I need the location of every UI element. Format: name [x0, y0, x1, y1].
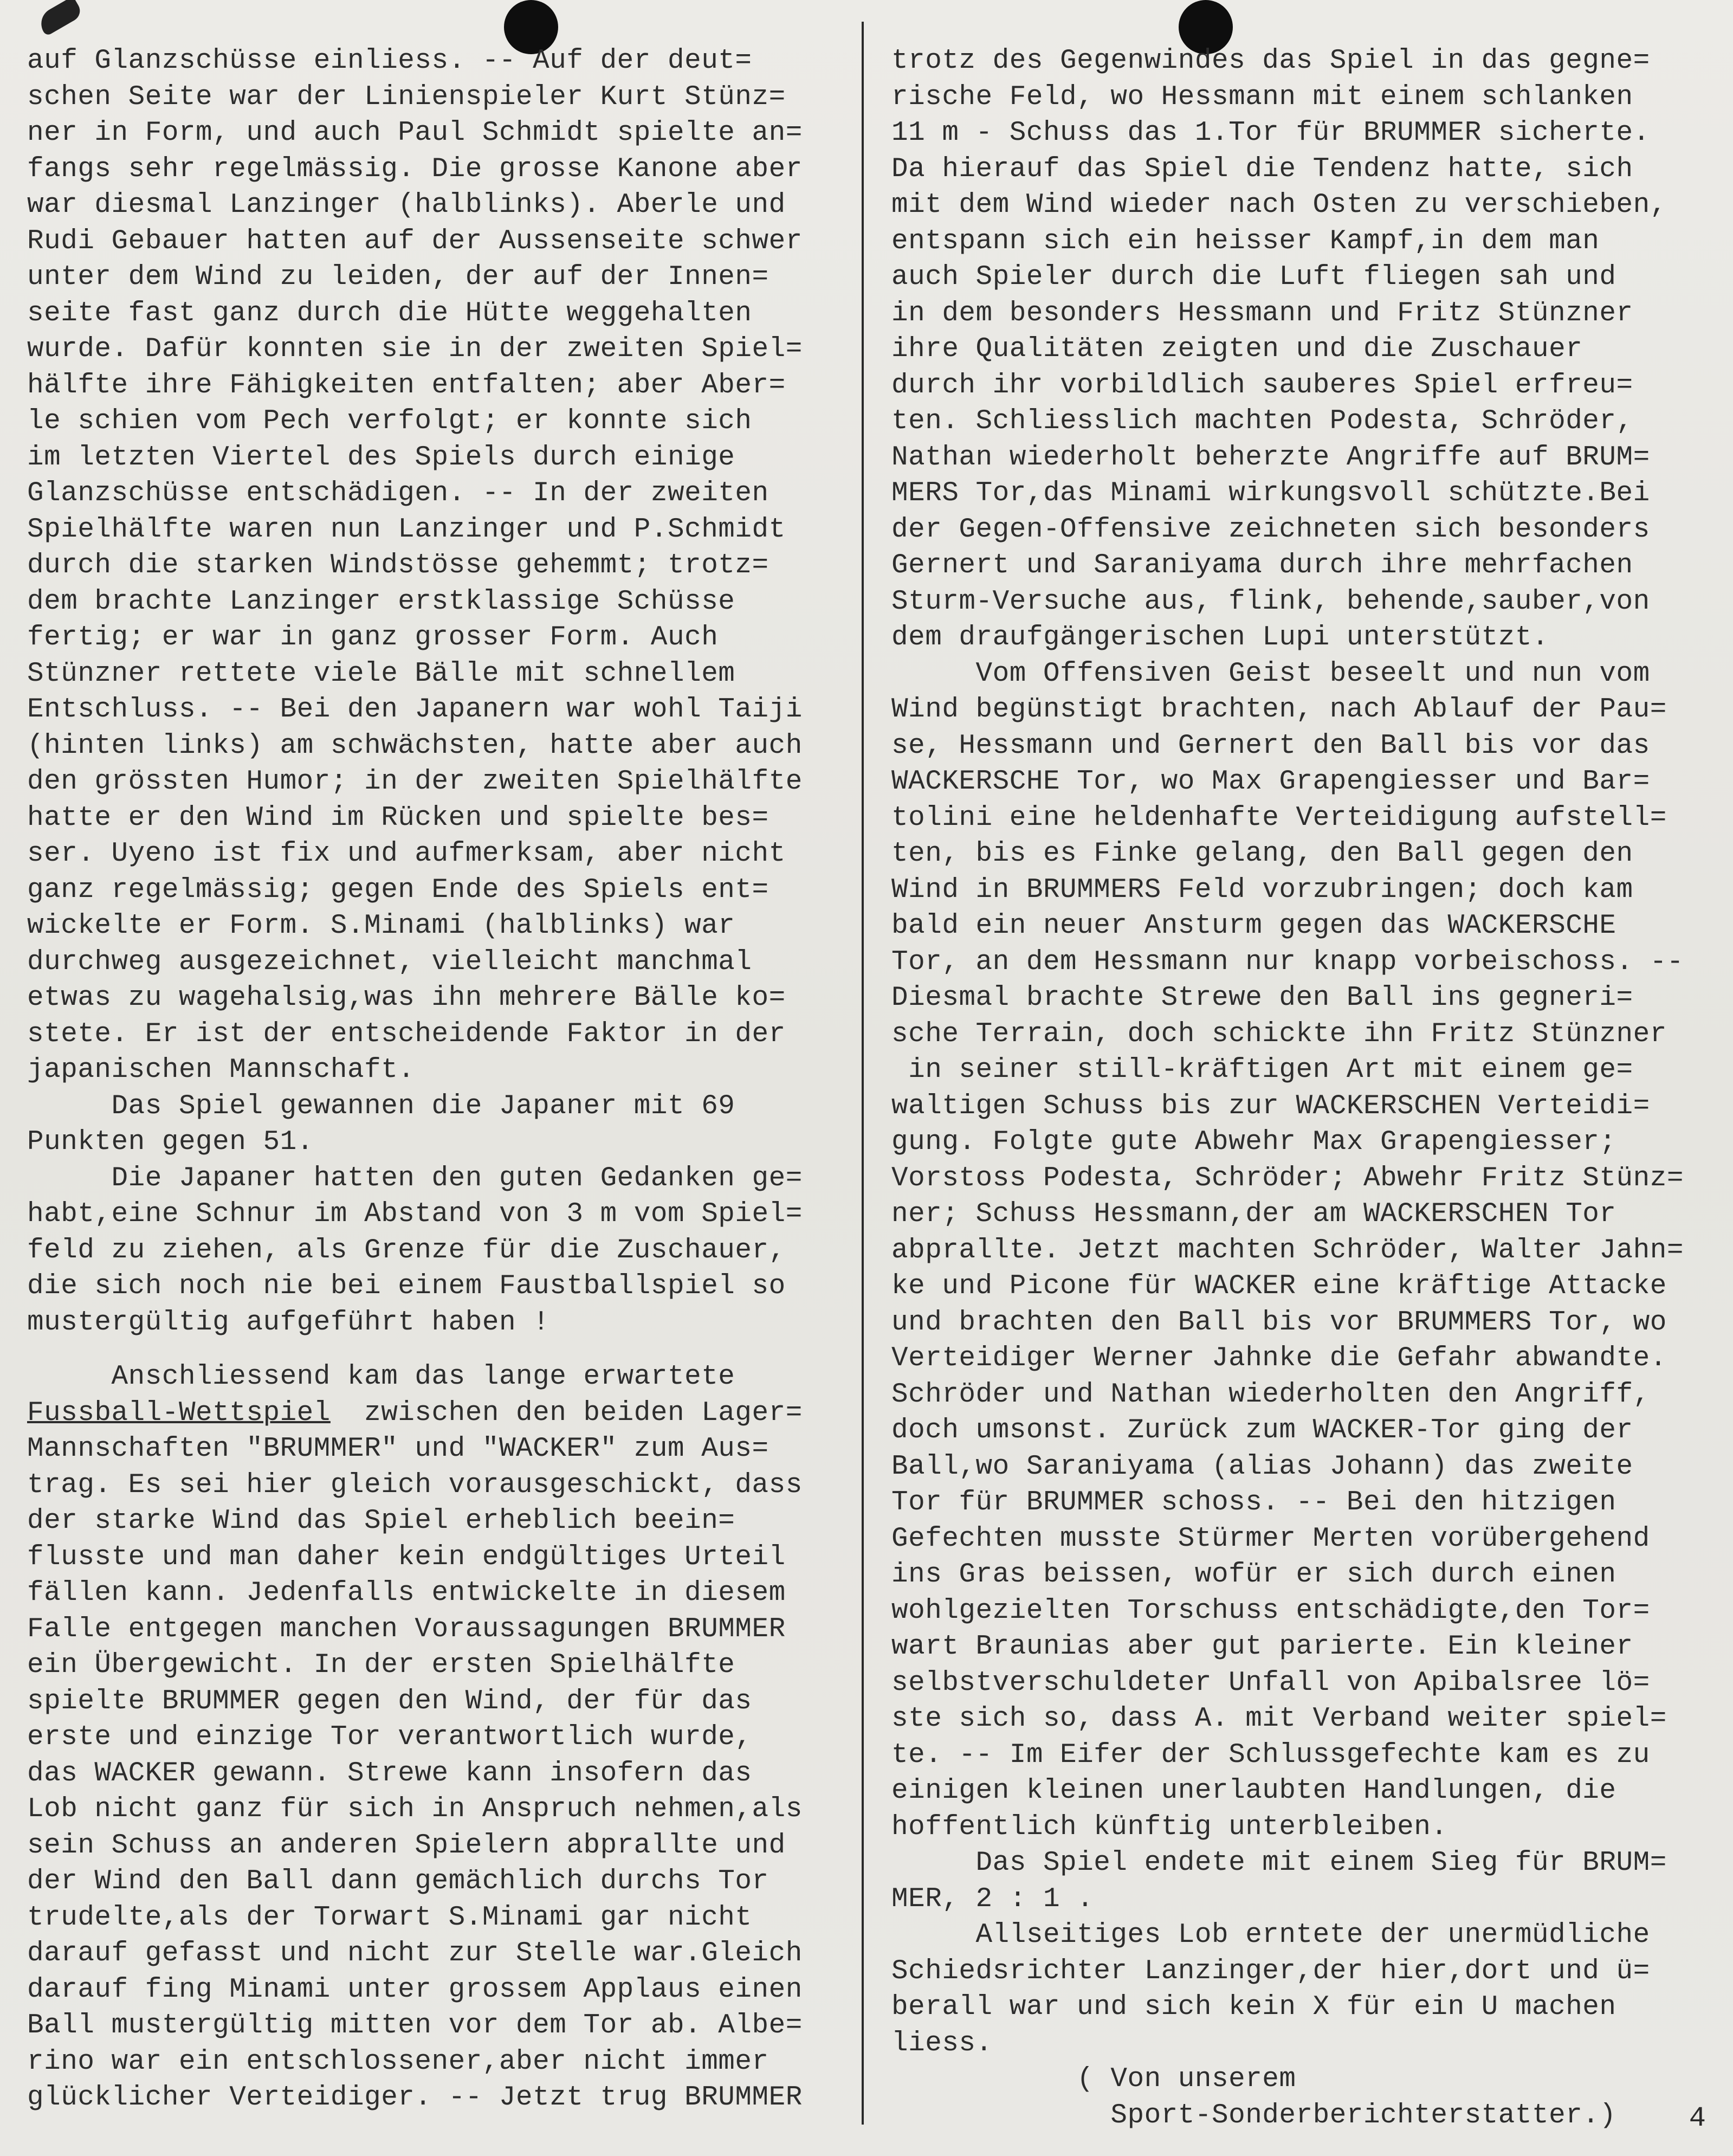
text-line: seite fast ganz durch die Hütte weggehalten	[27, 298, 752, 329]
text-line: spielte BRUMMER gegen den Wind, der für das	[27, 1686, 752, 1717]
text-line: ganz regelmässig; gegen Ende des Spiels ent=	[27, 874, 769, 906]
text-line: auf Glanzschüsse einliess. -- Auf der deut=	[27, 46, 752, 76]
text-line: Lob nicht ganz für sich in Anspruch nehmen,als	[27, 1794, 803, 1825]
text-line: abprallte. Jetzt machten Schröder, Walter Jahn=	[891, 1235, 1684, 1266]
text-line: flusste und man daher kein endgültiges Urteil	[27, 1541, 786, 1573]
text-line: Glanzschüsse entschädigen. -- In der zweiten	[27, 478, 769, 509]
text-line: Ball,wo Saraniyama (alias Johann) das zweite	[891, 1451, 1633, 1482]
text-line: waltigen Schuss bis zur WACKERSCHEN Verteidi=	[891, 1090, 1650, 1122]
text-line: in dem besonders Hessmann und Fritz Stünzner	[891, 298, 1633, 329]
text-line: tolini eine heldenhafte Verteidigung aufstell=	[891, 802, 1667, 834]
text-line: MERS Tor,das Minami wirkungsvoll schützte.Bei	[891, 478, 1650, 509]
text-line: ein Übergewicht. In der ersten Spielhälfte	[27, 1650, 735, 1681]
text-line: wurde. Dafür konnten sie in der zweiten Spiel=	[27, 334, 803, 365]
text-line: wohlgezielten Torschuss entschädigte,den Tor=	[891, 1595, 1650, 1626]
left-column	[27, 43, 872, 2116]
text-line: ke und Picone für WACKER eine kräftige Attacke	[891, 1271, 1667, 1302]
column-divider	[862, 22, 864, 2125]
text-line: Falle entgegen manchen Voraussagungen BRUMMER	[27, 1613, 786, 1645]
text-line: fangs sehr regelmässig. Die grosse Kanone aber	[27, 153, 803, 185]
text-line: Ball mustergültig mitten vor dem Tor ab. Albe=	[27, 2010, 803, 2041]
text-line: auch Spieler durch die Luft fliegen sah und	[891, 262, 1616, 293]
text-line: Das Spiel gewannen die Japaner mit 69	[27, 1090, 735, 1122]
text-line: Rudi Gebauer hatten auf der Aussenseite schwer	[27, 225, 803, 257]
text-line: trudelte,als der Torwart S.Minami gar nicht	[27, 1902, 752, 1933]
text-line: Gefechten musste Stürmer Merten vorübergehend	[891, 1523, 1650, 1554]
text-line: Verteidiger Werner Jahnke die Gefahr abwandte.	[891, 1343, 1667, 1374]
text-line: trotz des Gegenwindes das Spiel in das gegne=	[891, 46, 1650, 76]
text-line: ser. Uyeno ist fix und aufmerksam, aber nicht	[27, 838, 786, 869]
text-line: im letzten Viertel des Spiels durch einige	[27, 442, 735, 473]
text-line: ner in Form, und auch Paul Schmidt spielte an=	[27, 118, 803, 149]
text-line: in seiner still-kräftigen Art mit einem ge=	[891, 1055, 1633, 1086]
text-line: darauf gefasst und nicht zur Stelle war.Gleich	[27, 1938, 803, 1969]
text-line: fällen kann. Jedenfalls entwickelte in diesem	[27, 1578, 786, 1609]
text-line: Das Spiel endete mit einem Sieg für BRUM=	[891, 1848, 1667, 1879]
text-line: Vom Offensiven Geist beseelt und nun vom	[891, 658, 1650, 689]
text-line: wickelte er Form. S.Minami (halblinks) war	[27, 911, 735, 941]
ink-mark	[35, 0, 83, 36]
text-line: mustergültig aufgeführt haben !	[27, 1307, 550, 1338]
text-line: dem brachte Lanzinger erstklassige Schüsse	[27, 586, 735, 617]
text-line: einigen kleinen unerlaubten Handlungen, die	[891, 1776, 1616, 1806]
text-line: Allseitiges Lob erntete der unermüdliche	[891, 1920, 1650, 1951]
text-line: se, Hessmann und Gernert den Ball bis vor das	[891, 730, 1650, 761]
text-line: MER, 2 : 1 .	[891, 1883, 1094, 1915]
text-line: Mannschaften "BRUMMER" und "WACKER" zum Aus=	[27, 1434, 769, 1464]
text-line: unter dem Wind zu leiden, der auf der Innen=	[27, 262, 769, 293]
text-line: rische Feld, wo Hessmann mit einem schlanken	[891, 81, 1633, 113]
text-line: Nathan wiederholt beherzte Angriffe auf BRUM=	[891, 442, 1650, 473]
text-line: hatte er den Wind im Rücken und spielte bes=	[27, 802, 769, 834]
text-line: le schien vom Pech verfolgt; er konnte sich	[27, 406, 752, 437]
text-line: Schröder und Nathan wiederholten den Angriff,	[891, 1379, 1650, 1410]
text-line: ins Gras beissen, wofür er sich durch einen	[891, 1559, 1616, 1590]
text-line: durch ihr vorbildlich sauberes Spiel erfreu=	[891, 370, 1633, 401]
text-line	[27, 1341, 872, 1359]
text-line: rino war ein entschlossener,aber nicht immer	[27, 2046, 769, 2077]
text-line: Spielhälfte waren nun Lanzinger und P.Schmidt	[27, 514, 786, 545]
text-line: Die Japaner hatten den guten Gedanken ge=	[27, 1163, 803, 1194]
text-line: Vorstoss Podesta, Schröder; Abwehr Fritz Stünz=	[891, 1163, 1684, 1194]
text-line: stete. Er ist der entscheidende Faktor in der	[27, 1018, 786, 1050]
text-line: ( Von unserem	[891, 2064, 1296, 2095]
text-line: 11 m - Schuss das 1.Tor für BRUMMER sicherte.	[891, 118, 1650, 149]
text-line: japanischen Mannschaft.	[27, 1055, 415, 1086]
text-line: hoffentlich künftig unterbleiben.	[891, 1811, 1448, 1843]
text-line: liess.	[891, 2028, 993, 2059]
text-line: der Wind den Ball dann gemächlich durchs Tor	[27, 1866, 769, 1897]
text-line: entspann sich ein heisser Kampf,in dem man	[891, 225, 1600, 257]
text-line: doch umsonst. Zurück zum WACKER-Tor ging der	[891, 1415, 1633, 1446]
text-line: WACKERSCHE Tor, wo Max Grapengiesser und Bar=	[891, 766, 1650, 797]
text-line: wart Braunias aber gut parierte. Ein kleiner	[891, 1631, 1633, 1662]
text-line: ten. Schliesslich machten Podesta, Schröder,	[891, 406, 1633, 437]
text-line: dem draufgängerischen Lupi unterstützt.	[891, 622, 1549, 653]
text-line: Gernert und Saraniyama durch ihre mehrfachen	[891, 550, 1633, 581]
text-line: Stünzner rettete viele Bälle mit schnellem	[27, 658, 735, 689]
text-line: hälfte ihre Fähigkeiten entfalten; aber Aber=	[27, 370, 786, 401]
text-line: Wind begünstigt brachten, nach Ablauf der Pau=	[891, 694, 1667, 725]
text-line: Entschluss. -- Bei den Japanern war wohl Taiji	[27, 694, 803, 725]
text-line: gung. Folgte gute Abwehr Max Grapengiesser;	[891, 1127, 1616, 1158]
text-line: Fussball-Wettspiel zwischen den beiden Lager=	[27, 1397, 803, 1429]
text-line: sche Terrain, doch schickte ihn Fritz Stünzner	[891, 1018, 1667, 1050]
text-line: den grössten Humor; in der zweiten Spielhälfte	[27, 766, 803, 797]
text-line: Punkten gegen 51.	[27, 1127, 314, 1158]
text-line: ten, bis es Finke gelang, den Ball gegen den	[891, 838, 1633, 869]
text-line: sein Schuss an anderen Spielern abprallte und	[27, 1830, 786, 1861]
text-line: berall war und sich kein X für ein U machen	[891, 1992, 1616, 2023]
section-heading-underlined: Fussball-Wettspiel	[27, 1397, 331, 1429]
text-line: Tor, an dem Hessmann nur knapp vorbeischoss. --	[891, 946, 1684, 978]
text-line: bald ein neuer Ansturm gegen das WACKERSCHE	[891, 911, 1616, 941]
text-line: durchweg ausgezeichnet, vielleicht manchmal	[27, 946, 752, 978]
text-line: ste sich so, dass A. mit Verband weiter spiel=	[891, 1703, 1667, 1734]
text-line: etwas zu wagehalsig,was ihn mehrere Bälle ko=	[27, 983, 786, 1014]
text-line: erste und einzige Tor verantwortlich wurde,	[27, 1722, 752, 1753]
text-line: der Gegen-Offensive zeichneten sich besonders	[891, 514, 1650, 545]
text-line: Da hierauf das Spiel die Tendenz hatte, sich	[891, 153, 1633, 185]
text-line: ner; Schuss Hessmann,der am WACKERSCHEN Tor	[891, 1199, 1616, 1230]
text-line: trag. Es sei hier gleich vorausgeschickt, dass	[27, 1469, 803, 1501]
text-line: das WACKER gewann. Strewe kann insofern das	[27, 1758, 752, 1789]
text-line: Wind in BRUMMERS Feld vorzubringen; doch kam	[891, 874, 1633, 906]
text-line: schen Seite war der Linienspieler Kurt Stünz=	[27, 81, 786, 113]
text-line: Schiedsrichter Lanzinger,der hier,dort und ü=	[891, 1955, 1650, 1987]
text-line: glücklicher Verteidiger. -- Jetzt trug BRUMMER	[27, 2082, 803, 2113]
text-line: (hinten links) am schwächsten, hatte aber auch	[27, 730, 803, 761]
text-line: war diesmal Lanzinger (halblinks). Aberle und	[27, 190, 786, 221]
text-line: die sich noch nie bei einem Faustballspiel so	[27, 1271, 786, 1302]
text-line: mit dem Wind wieder nach Osten zu verschieben,	[891, 190, 1667, 221]
text-line: Sport-Sonderberichterstatter.)	[891, 2100, 1616, 2131]
text-line: te. -- Im Eifer der Schlussgefechte kam es zu	[891, 1739, 1650, 1771]
text-line: Anschliessend kam das lange erwartete	[27, 1361, 735, 1392]
text-line: feld zu ziehen, als Grenze für die Zuschauer,	[27, 1235, 786, 1266]
right-column	[891, 43, 1733, 2134]
text-line: darauf fing Minami unter grossem Applaus einen	[27, 1974, 803, 2005]
text-line: ihre Qualitäten zeigten und die Zuschauer	[891, 334, 1583, 365]
page-number: 4	[1689, 2102, 1706, 2134]
text-line: Sturm-Versuche aus, flink, behende,sauber,von	[891, 586, 1650, 617]
text-line: habt,eine Schnur im Abstand von 3 m vom Spiel=	[27, 1199, 803, 1230]
text-line: Tor für BRUMMER schoss. -- Bei den hitzigen	[891, 1487, 1616, 1518]
text-line: fertig; er war in ganz grosser Form. Auch	[27, 622, 719, 653]
text-line: durch die starken Windstösse gehemmt; trotz=	[27, 550, 769, 581]
text-line: der starke Wind das Spiel erheblich beein=	[27, 1506, 735, 1537]
text-line: und brachten den Ball bis vor BRUMMERS Tor, wo	[891, 1307, 1667, 1338]
text-line: selbstverschuldeter Unfall von Apibalsree lö=	[891, 1667, 1650, 1699]
text-line: Diesmal brachte Strewe den Ball ins gegneri=	[891, 983, 1633, 1014]
